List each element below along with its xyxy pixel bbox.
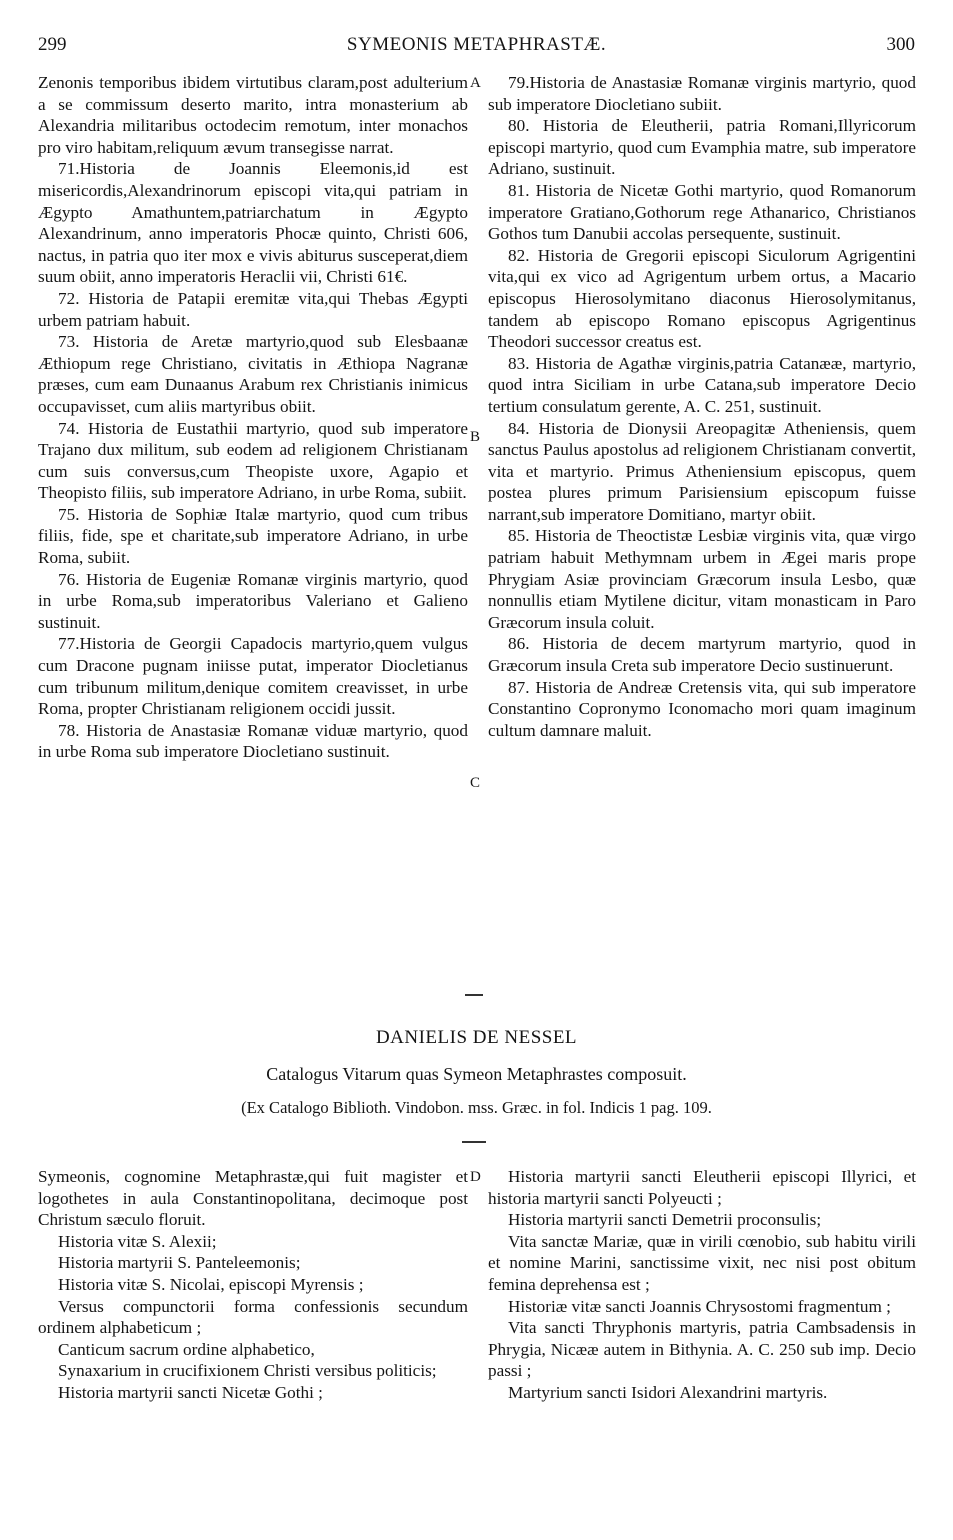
margin-mark-a: A (470, 75, 481, 91)
paragraph: 81. Historia de Nicetæ Gothi martyrio, quod Romanorum imperatore Gratiano,Gothorum rege Athanarico, Christianos Gothos tum Danubii accolas persequente, sustinuit. (488, 180, 916, 244)
list-item: Martyrium sancti Isidori Alexandrini martyris. (508, 1382, 828, 1402)
paragraph: Zenonis temporibus ibidem virtutibus claram,post adulterium a se commissum deserto marito, intra monasterium ab Alexandria militaribus octodecim remotum, inter monachos pro viro habitam,reliquum ævum transegisse narrat. (38, 73, 468, 157)
paragraph: 83. Historia de Agathæ virginis,patria Catanææ, martyrio, quod intra Siciliam in urbe Catana,sub imperatore Decio tertium consulatum gerente, A. C. 251, sustinuit. (488, 353, 916, 416)
list-item: Synaxarium in crucifixionem Christi versibus politicis; (58, 1361, 437, 1381)
section-divider (465, 994, 483, 996)
margin-mark-c: C (470, 775, 481, 791)
paragraph: 72. Historia de Patapii eremitæ vita,qui Thebas Ægypti urbem patriam habuit. (38, 288, 468, 330)
running-title: SYMEONIS METAPHRASTÆ. (346, 34, 607, 55)
margin-mark-b: B (470, 429, 481, 445)
paragraph: Symeonis, cognomine Metaphrastæ,qui fuit magister et logothetes in aula Constantinopolitana, decimoque post Christum sæculo floruit. (38, 1167, 468, 1230)
list-item: Historiæ vitæ sancti Joannis Chrysostomi fragmentum ; (508, 1296, 891, 1316)
list-item: Historia martyrii S. Panteleemonis; (58, 1253, 301, 1273)
list-item: Historia martyrii sancti Nicetæ Gothi ; (58, 1382, 323, 1402)
paragraph: 79.Historia de Anastasiæ Romanæ virginis martyrio, quod sub imperatore Diocletiano subiit. (488, 73, 916, 114)
section-subtitle: Catalogus Vitarum quas Symeon Metaphrastes composuit. (266, 1064, 687, 1084)
page-number-left: 299 (38, 34, 67, 55)
page-number-right: 300 (886, 34, 915, 55)
paragraph: 73. Historia de Aretæ martyrio,quod sub Elesbaanæ Æthiopum rege Christiano, civitatis in Æthiopa Nagranæ præses, cum eam Dunaanus Arabum rex Christianis inimicus occupavisset, cum aliis martyribus obiit. (38, 332, 468, 416)
upper-left-column (38, 72, 468, 763)
list-item: Vita sancti Thryphonis martyris, patria Cambsadensis in Phrygia, Nicææ autem in Bithynia. A. C. 250 sub imp. Decio passi ; (488, 1318, 916, 1381)
lower-left-column (38, 1166, 468, 1404)
paragraph: 77.Historia de Georgii Capadocis martyrio,quem vulgus cum Dracone pugnam iniisse putat, imperator Diocletianus cum tribunum militum,denique comitem creavisset, in urbe Roma, propter Christianam religionem occidi jussit. (38, 634, 468, 719)
paragraph: 86. Historia de decem martyrum martyrio, quod in Græcorum insula Creta sub imperatore Decio sustinuerunt. (488, 634, 916, 676)
paragraph: 87. Historia de Andreæ Cretensis vita, qui sub imperatore Constantino Copronymo Iconomacho mori quam imaginum cultum damnare maluit. (488, 677, 916, 740)
list-item: Canticum sacrum ordine alphabetico, (58, 1339, 315, 1359)
list-item: Vita sanctæ Mariæ, quæ in virili cœnobio, sub habitu virili et nomine Marini, sanctissime vixit, nec nisi post obitum femina deprehensa est ; (488, 1231, 916, 1294)
paragraph: 75. Historia de Sophiæ Italæ martyrio, quod cum tribus filiis, fide, spe et charitate,sub imperatore Adriano, in urbe Roma, subiit. (38, 504, 468, 568)
lower-right-column (488, 1166, 916, 1404)
list-item: Historia vitæ S. Nicolai, episcopi Myrensis ; (58, 1274, 364, 1294)
list-item: Historia vitæ S. Alexii; (58, 1231, 217, 1251)
paragraph: 78. Historia de Anastasiæ Romanæ viduæ martyrio, quod in urbe Roma sub imperatore Diocletiano sustinuit. (38, 720, 468, 762)
list-item: Versus compunctorii forma confessionis secundum ordinem alphabeticum ; (38, 1296, 468, 1338)
section-title: DANIELIS DE NESSEL (375, 1027, 578, 1048)
list-item: Historia martyrii sancti Demetrii proconsulis; (508, 1210, 822, 1230)
paragraph: 76. Historia de Eugeniæ Romanæ virginis martyrio, quod in urbe Roma,sub imperatoribus Valeriano et Galieno sustinuit. (38, 569, 468, 632)
paragraph: 71.Historia de Joannis Eleemonis,id est misericordis,Alexandrinorum episcopi vita,qui patriam in Ægypto Amathuntem,patriarchatum in Ægypto Alexandrinum, anno imperatoris Phocæ quinto, Christi 606, nactus, in patria quo iter mox e vivis abiturus susceperat,diem suum obiit, anno imperatoris Heraclii vii, Christi 61€. (38, 159, 468, 287)
section-source: (Ex Catalogo Biblioth. Vindobon. mss. Græc. in fol. Indicis 1 pag. 109. (241, 1098, 712, 1117)
list-item: Historia martyrii sancti Eleutherii episcopi Illyrici, et historia martyrii sancti Polyeucti ; (488, 1167, 916, 1208)
paragraph: 84. Historia de Dionysii Areopagitæ Atheniensis, quem sanctus Paulus apostolus ad religionem Christianam convertit, vita et martyrio. Primus Atheniensium episcopus, quem postea plures primum Parisiensium episcopum fuisse narrant,sub imperatore Domitiano, martyr obiit. (488, 418, 916, 524)
paragraph: 82. Historia de Gregorii episcopi Siculorum Agrigentini vita,qui ex vico ad Agrigentum urbem ortus, a Macario episcopus Hierosolymitano diaconus Hierosolymitanus, tandem ab episcopo Romano episcopus Agrigentinus Theodori successor creatus est. (488, 245, 916, 352)
paragraph: 85. Historia de Theoctistæ Lesbiæ virginis vita, quæ virgo patriam habuit Methymnam urbem in Ægei maris prope Phrygiam Asiæ provinciam Græcorum insula Lesbo, quæ nonnullis etiam Mytilene dicitur, vitam monasticam in Paro Græcorum insula coluit. (488, 526, 916, 632)
paragraph: 74. Historia de Eustathii martyrio, quod sub imperatore Trajano dux militum, sub eodem ad religionem Christianam cum suis conversus,cum Theopiste uxore, Agapio et Theopisto filiis, sub imperatore Adriano, in urbe Roma, subiit. (38, 418, 468, 503)
margin-mark-d: D (470, 1169, 481, 1185)
paragraph: 80. Historia de Eleutherii, patria Romani,Illyricorum episcopi martyrio, quod cum Evamphia matre, sub imperatore Adriano, sustinuit. (488, 116, 916, 179)
section-rule (462, 1141, 486, 1143)
upper-right-column (488, 72, 916, 741)
